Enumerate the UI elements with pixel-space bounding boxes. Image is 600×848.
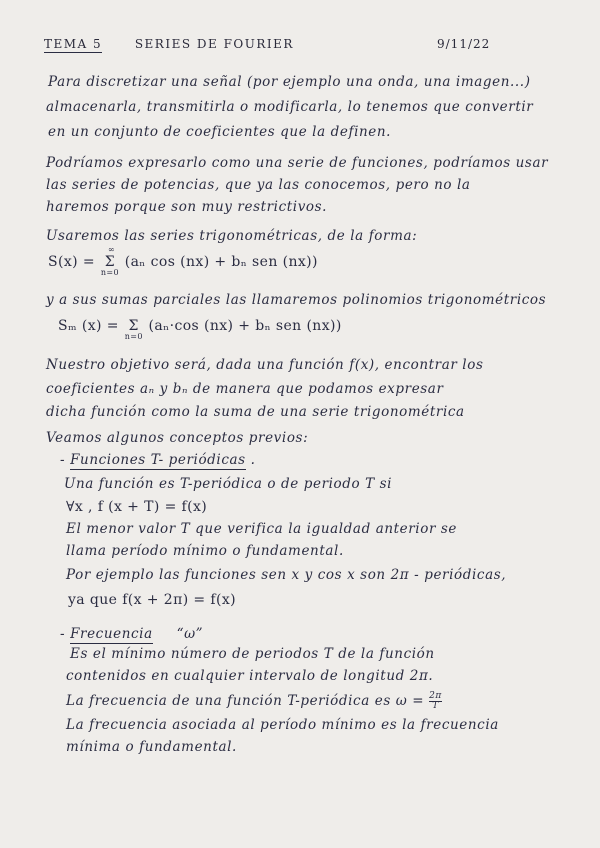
header-title-row [44,37,294,51]
text-line: llama período mínimo o fundamental. [66,543,344,559]
frequency-definition-line: La frecuencia de una función T-periódica es ω = $\frac{2\pi}{T}$ [66,691,442,711]
sigma-symbol: ∞ Σ n=0 [100,245,119,277]
text-line: ya que f(x + 2π) = f(x) [68,592,236,608]
omega-symbol: “ω” [176,626,204,642]
text-line: Por ejemplo las funciones sen x y cos x son 2π - periódicas, [66,567,507,583]
sum-lower-limit: n=0 [100,268,119,277]
text-line: Podríamos expresarlo como una serie de funciones, podríamos usar [46,155,549,171]
text-line: Veamos algunos conceptos previos: [46,430,309,446]
text-line: y a sus sumas parciales las llamaremos polinomios trigonométricos [46,292,547,308]
formula-rhs: (aₙ·cos (nx) + bₙ sen (nx)) [148,318,342,334]
section-heading-frequency: - Frecuencia “ω” [60,626,204,642]
topic-title: TEMA 5 [44,37,103,51]
page-date: 9/11/22 [437,37,491,51]
text-line: Usaremos las series trigonométricas, de la forma: [46,228,418,244]
text-line: mínima o fundamental. [66,739,237,755]
text-line: dicha función como la suma de una serie trigonométrica [46,404,465,420]
text-line: las series de potencias, que ya las conocemos, pero no la [46,177,471,193]
partial-sum-formula [58,318,342,341]
text-line: Para discretizar una señal (por ejemplo una onda, una imagen...) [48,74,531,90]
formula-lhs: Sₘ (x) = [58,318,124,334]
frequency-fraction: $\frac{2\pi}{T}$ [429,691,442,711]
text-line: Una función es T-periódica o de periodo T si [64,476,393,492]
text-line: Nuestro objetivo será, dada una función f(x), encontrar los [46,357,484,373]
section-heading-periodic: - Funciones T- periódicas . [60,452,256,468]
text-line: almacenarla, transmitirla o modificarla, lo tenemos que convertir [46,99,534,115]
text-line: ∀x , f (x + T) = f(x) [66,499,208,515]
text-line: contenidos en cualquier intervalo de longitud 2π. [66,668,434,684]
text-line: en un conjunto de coeficientes que la definen. [48,124,392,140]
fourier-series-formula [48,245,318,277]
formula-rhs: (aₙ cos (nx) + bₙ sen (nx)) [124,254,318,270]
text-line: Es el mínimo número de periodos T de la función [70,646,435,662]
sigma-symbol: Σ n=0 [124,318,143,341]
text-line: coeficientes aₙ y bₙ de manera que podamos expresar [46,381,444,397]
formula-lhs: S(x) = [48,254,100,270]
text-line: La frecuencia asociada al período mínimo es la frecuencia [66,717,499,733]
topic-subtitle: SERIES DE FOURIER [134,37,294,51]
sum-upper-limit: ∞ [107,245,115,254]
text-line: El menor valor T que verifica la igualdad anterior se [66,521,458,537]
sum-lower-limit: n=0 [124,332,143,341]
text-line: haremos porque son muy restrictivos. [46,199,328,215]
